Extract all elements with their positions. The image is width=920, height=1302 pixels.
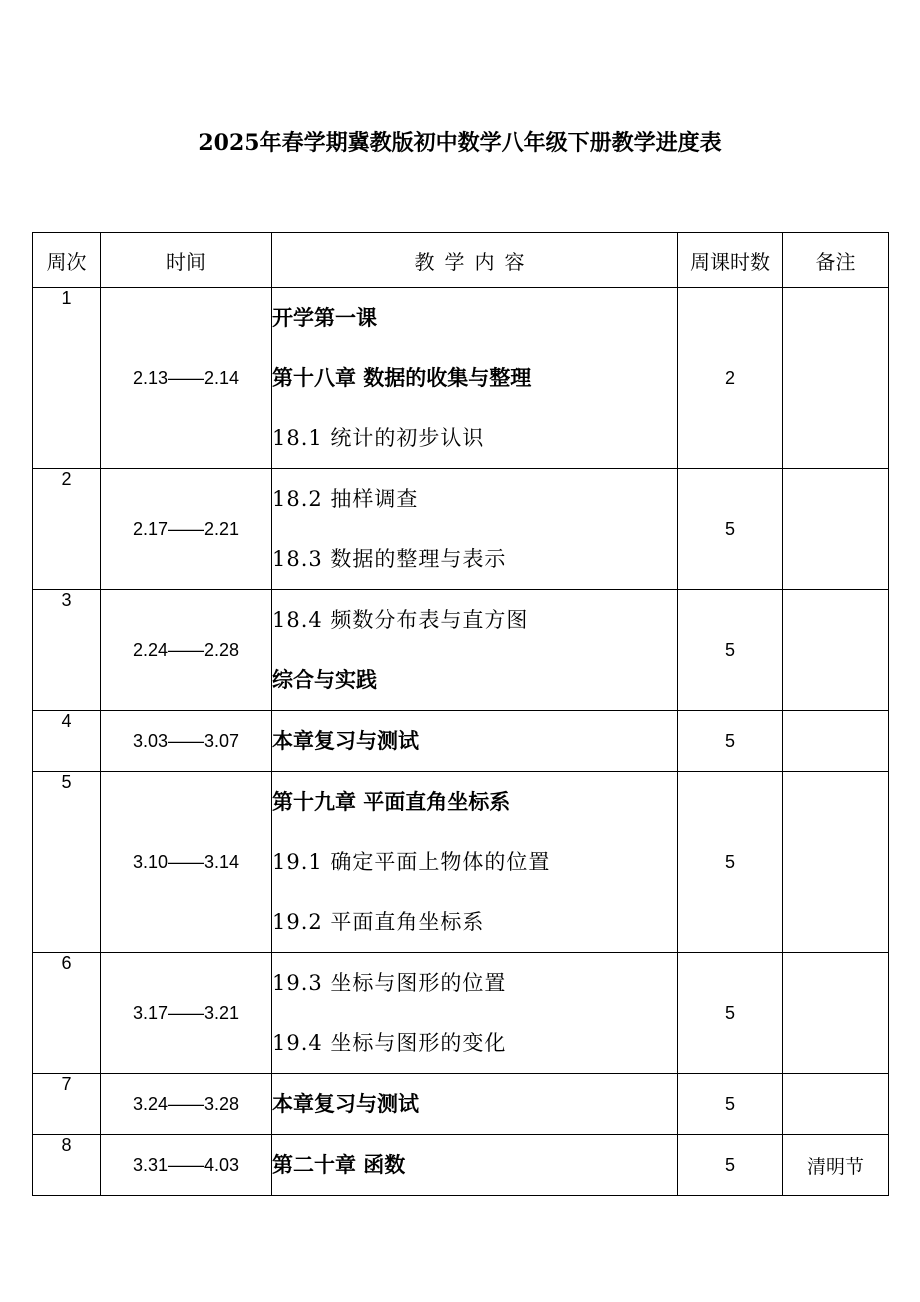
schedule-body: [33, 288, 889, 1196]
time-cell: 2.17——2.21: [101, 469, 272, 590]
week-cell: 3: [33, 590, 101, 711]
content-line: 18.3 数据的整理与表示: [272, 547, 507, 571]
content-line: 18.1 统计的初步认识: [272, 426, 485, 450]
time-cell: 3.03——3.07: [101, 711, 272, 772]
table-row: [33, 1135, 889, 1196]
hours-cell: 5: [678, 590, 783, 711]
table-row: [33, 772, 889, 953]
header-week: 周次: [33, 233, 101, 288]
time-cell: 3.10——3.14: [101, 772, 272, 953]
content-cell: [272, 1074, 678, 1135]
table-row: [33, 711, 889, 772]
hours-cell: 5: [678, 772, 783, 953]
hours-cell: 2: [678, 288, 783, 469]
content-line: 本章复习与测试: [272, 1091, 419, 1116]
week-cell: 4: [33, 711, 101, 772]
content-line: 18.2 抽样调查: [272, 487, 419, 511]
time-cell: 3.31——4.03: [101, 1135, 272, 1196]
content-line: 第二十章 函数: [272, 1152, 406, 1177]
content-line: 19.2 平面直角坐标系: [272, 910, 485, 934]
week-cell: 6: [33, 953, 101, 1074]
time-cell: 3.17——3.21: [101, 953, 272, 1074]
content-line: 19.1 确定平面上物体的位置: [272, 850, 551, 874]
week-cell: 2: [33, 469, 101, 590]
content-cell: [272, 469, 678, 590]
table-row: [33, 288, 889, 469]
week-cell: 5: [33, 772, 101, 953]
hours-cell: 5: [678, 1074, 783, 1135]
note-cell: [783, 288, 889, 469]
content-cell: [272, 1135, 678, 1196]
note-cell: 清明节: [783, 1135, 889, 1196]
content-line: 开学第一课: [272, 305, 377, 330]
header-time: 时间: [101, 233, 272, 288]
content-line: 综合与实践: [272, 667, 377, 692]
time-cell: 3.24——3.28: [101, 1074, 272, 1135]
content-line: 本章复习与测试: [272, 728, 419, 753]
content-cell: [272, 953, 678, 1074]
content-cell: [272, 288, 678, 469]
note-cell: [783, 1074, 889, 1135]
page-title: 2025年春学期冀教版初中数学八年级下册教学进度表: [198, 130, 722, 156]
note-cell: [783, 953, 889, 1074]
header-row: [33, 233, 889, 288]
schedule-table: [32, 232, 889, 1196]
week-cell: 8: [33, 1135, 101, 1196]
hours-cell: 5: [678, 711, 783, 772]
header-content: 教学内容: [272, 233, 678, 288]
table-row: [33, 469, 889, 590]
content-line: 18.4 频数分布表与直方图: [272, 608, 529, 632]
time-cell: 2.13——2.14: [101, 288, 272, 469]
content-line: 19.3 坐标与图形的位置: [272, 971, 507, 995]
content-line: 第十九章 平面直角坐标系: [272, 789, 511, 814]
content-cell: [272, 772, 678, 953]
note-cell: [783, 590, 889, 711]
header-note: 备注: [783, 233, 889, 288]
content-line: 第十八章 数据的收集与整理: [272, 365, 532, 390]
header-hours: 周课时数: [678, 233, 783, 288]
table-row: [33, 590, 889, 711]
week-cell: 7: [33, 1074, 101, 1135]
content-line: 19.4 坐标与图形的变化: [272, 1031, 507, 1055]
note-cell: [783, 772, 889, 953]
table-row: [33, 953, 889, 1074]
content-cell: [272, 711, 678, 772]
hours-cell: 5: [678, 953, 783, 1074]
time-cell: 2.24——2.28: [101, 590, 272, 711]
note-cell: [783, 711, 889, 772]
table-row: [33, 1074, 889, 1135]
hours-cell: 5: [678, 469, 783, 590]
content-cell: [272, 590, 678, 711]
hours-cell: 5: [678, 1135, 783, 1196]
note-cell: [783, 469, 889, 590]
week-cell: 1: [33, 288, 101, 469]
